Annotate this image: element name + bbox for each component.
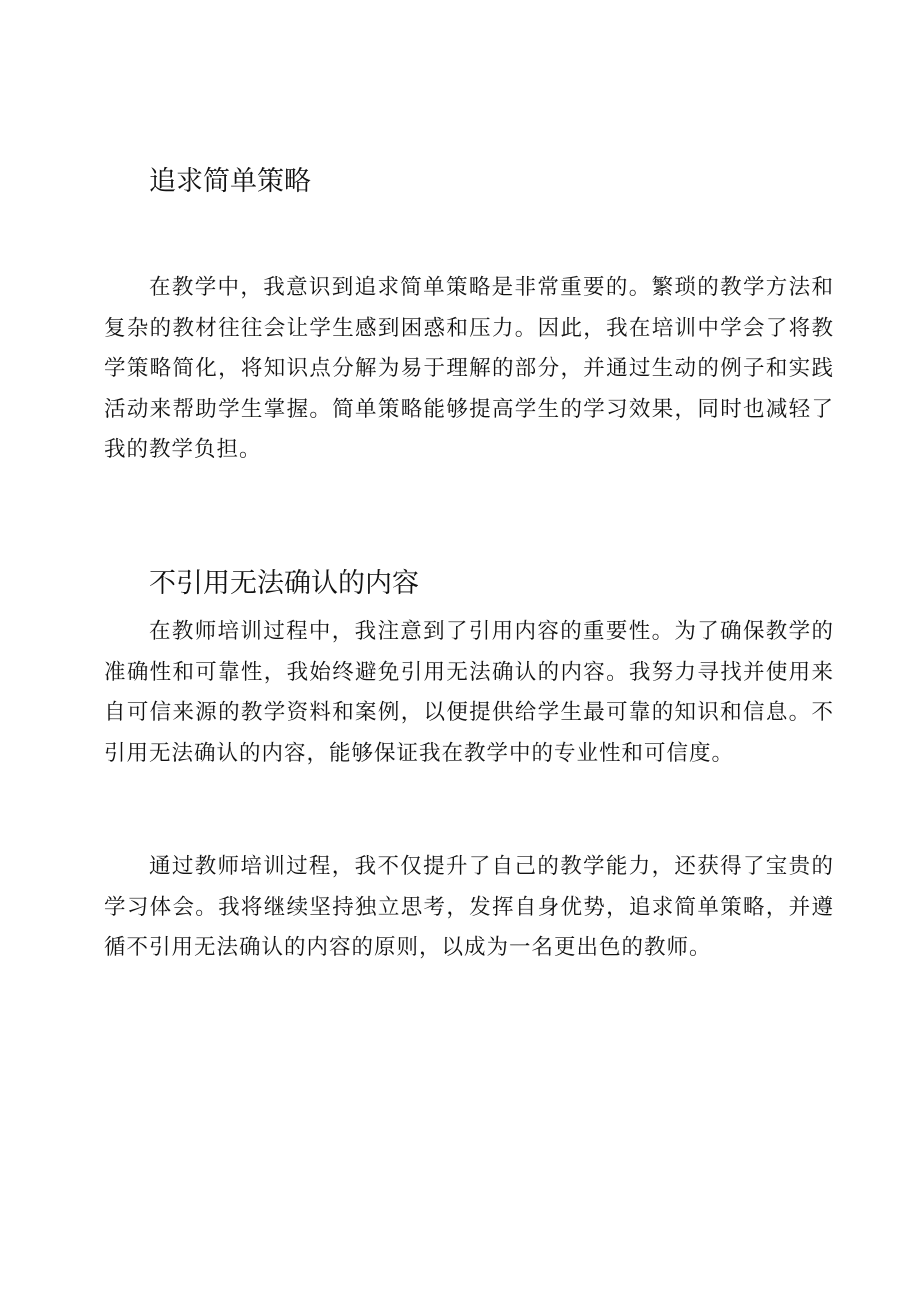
section-heading-no-unverified-citation: 不引用无法确认的内容 <box>149 568 419 599</box>
conclusion-paragraph: 通过教师培训过程，我不仅提升了自己的教学能力，还获得了宝贵的学习体会。我将继续坚持独立思考，发挥自身优势，追求简单策略，并遵循不引用无法确认的内容的原则，以成为一名更出色的教师。 <box>104 854 834 960</box>
section-paragraph-simple-strategy: 在教学中，我意识到追求简单策略是非常重要的。繁琐的教学方法和复杂的教材往往会让学生感到困惑和压力。因此，我在培训中学会了将教学策略简化，将知识点分解为易于理解的部分，并通过生动的例子和实践活动来帮助学生掌握。简单策略能够提高学生的学习效果，同时也减轻了我的教学负担。 <box>104 275 834 462</box>
section-heading-simple-strategy: 追求简单策略 <box>149 166 311 197</box>
section-paragraph-no-unverified-citation: 在教师培训过程中，我注意到了引用内容的重要性。为了确保教学的准确性和可靠性，我始终避免引用无法确认的内容。我努力寻找并使用来自可信来源的教学资料和案例，以便提供给学生最可靠的知识和信息。不引用无法确认的内容，能够保证我在教学中的专业性和可信度。 <box>104 619 834 766</box>
